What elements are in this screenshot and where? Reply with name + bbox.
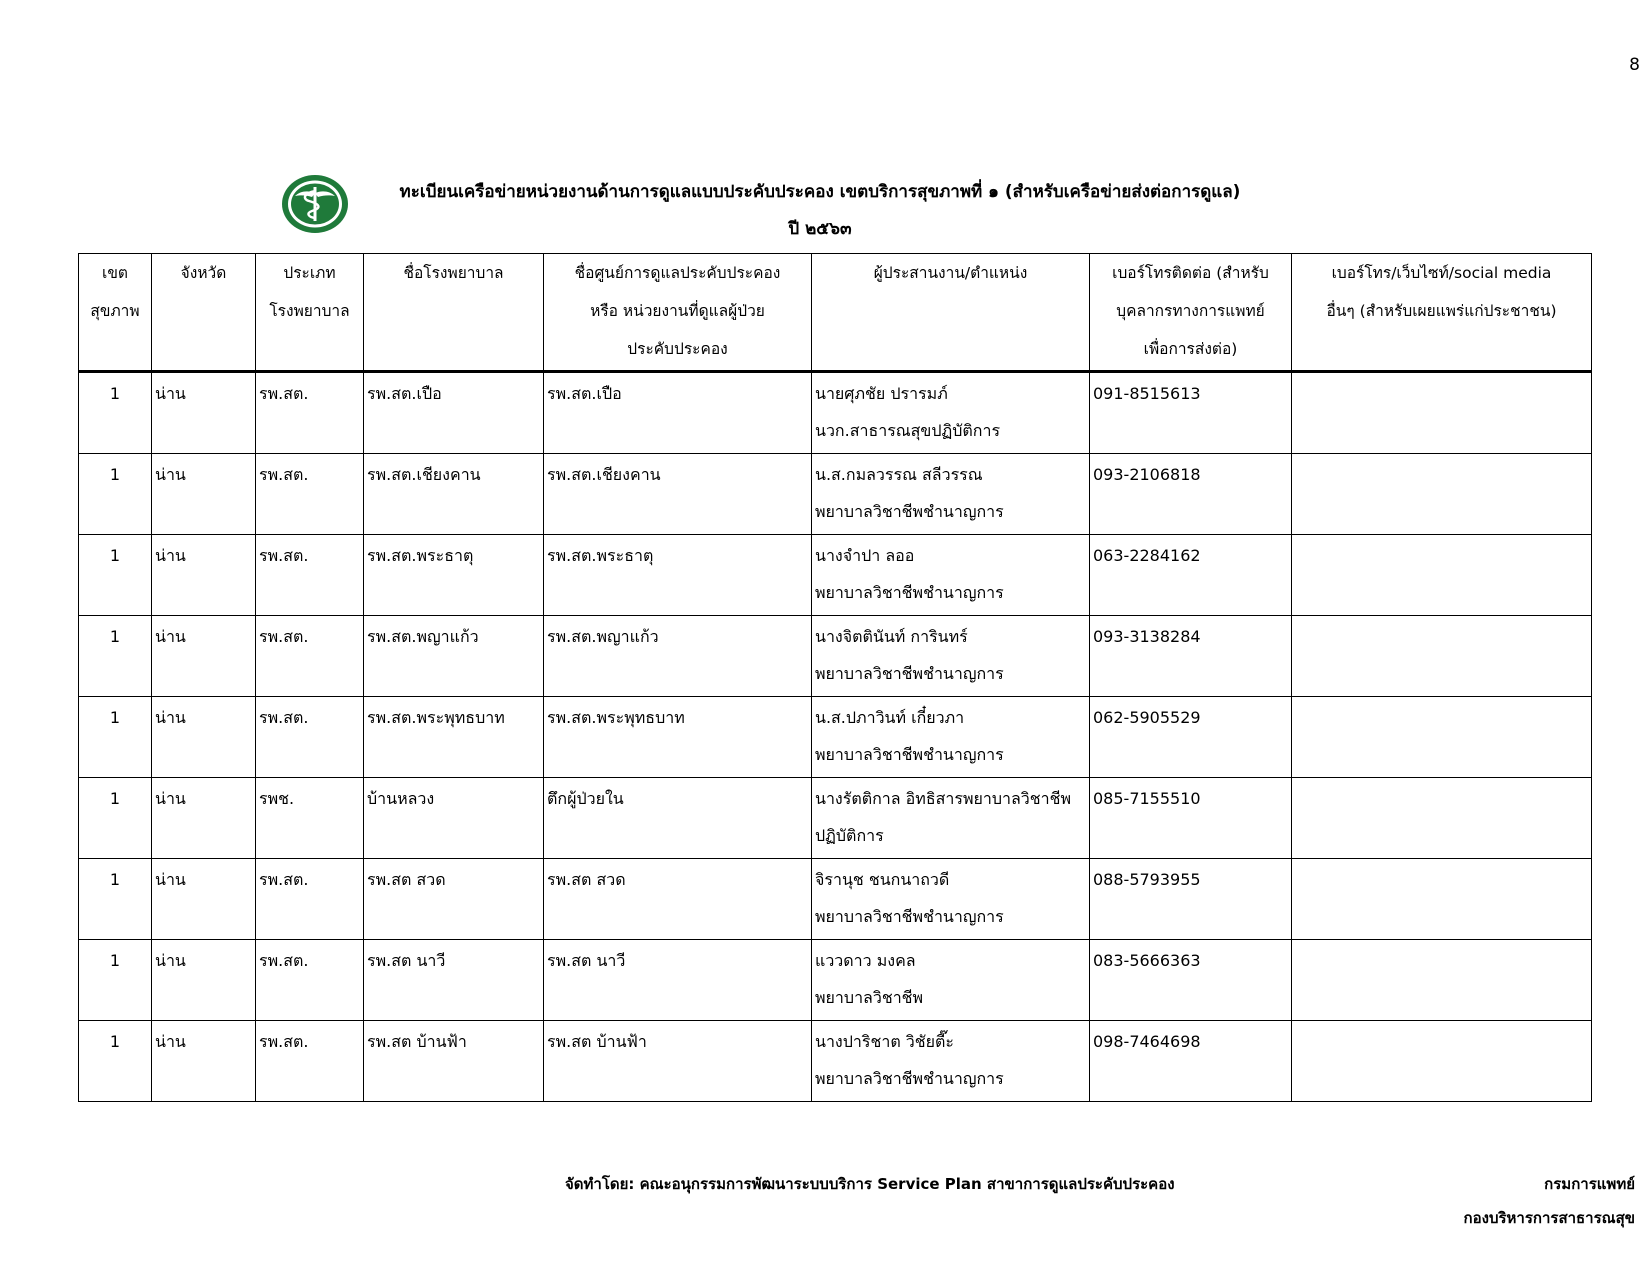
- cell-care-center: [544, 859, 812, 940]
- cell-coordinator-text: พยาบาลวิชาชีพชำนาญการ: [815, 664, 1004, 683]
- table-row: [79, 535, 1592, 616]
- cell-province-text: น่าน: [155, 951, 186, 970]
- column-header-line: บุคลากรทางการแพทย์: [1116, 302, 1265, 320]
- cell-coordinator: [812, 778, 1090, 859]
- cell-hospital-type-text: รพ.สต.: [259, 627, 309, 646]
- cell-coordinator: [812, 454, 1090, 535]
- column-header: [1292, 254, 1592, 372]
- cell-hospital-name-text: รพ.สต นาวี: [367, 951, 446, 970]
- cell-region: [79, 697, 152, 778]
- cell-coordinator: [812, 535, 1090, 616]
- cell-hospital-type-text: รพช.: [259, 789, 295, 808]
- cell-coordinator: [812, 940, 1090, 1021]
- cell-province: [152, 697, 256, 778]
- column-header-line: ประคับประคอง: [627, 340, 728, 358]
- cell-hospital-type-text: รพ.สต.: [259, 546, 309, 565]
- cell-coordinator-text: พยาบาลวิชาชีพชำนาญการ: [815, 907, 1004, 926]
- cell-region-text: 1: [109, 708, 121, 727]
- cell-coordinator-text: นางจิตตินันท์ การินทร์: [815, 627, 968, 646]
- cell-hospital-type: [256, 1021, 364, 1102]
- table-row: [79, 616, 1592, 697]
- cell-coordinator-text: ปฏิบัติการ: [815, 826, 884, 845]
- cell-hospital-name: [364, 616, 544, 697]
- table-row: [79, 778, 1592, 859]
- cell-province-text: น่าน: [155, 627, 186, 646]
- column-header-line: เบอร์โทรติดต่อ (สำหรับ: [1112, 264, 1269, 282]
- cell-coordinator-text: นวก.สาธารณสุขปฏิบัติการ: [815, 421, 1001, 440]
- cell-public-contact: [1292, 616, 1592, 697]
- table-row: [79, 859, 1592, 940]
- cell-phone-text: 093-3138284: [1093, 627, 1201, 646]
- cell-hospital-name: [364, 1021, 544, 1102]
- cell-coordinator: [812, 616, 1090, 697]
- cell-public-contact: [1292, 940, 1592, 1021]
- cell-public-contact: [1292, 1021, 1592, 1102]
- cell-hospital-name-text: รพ.สต สวด: [367, 870, 446, 889]
- column-header: [152, 254, 256, 372]
- cell-phone-text: 088-5793955: [1093, 870, 1201, 889]
- cell-care-center: [544, 778, 812, 859]
- page-number: 8: [1629, 55, 1640, 75]
- cell-hospital-type: [256, 859, 364, 940]
- cell-phone: [1090, 616, 1292, 697]
- cell-coordinator-text: พยาบาลวิชาชีพชำนาญการ: [815, 1069, 1004, 1088]
- cell-region: [79, 778, 152, 859]
- cell-phone: [1090, 372, 1292, 454]
- cell-coordinator-text: พยาบาลวิชาชีพ: [815, 988, 924, 1007]
- cell-coordinator-text: น.ส.กมลวรรณ สลีวรรณ: [815, 465, 983, 484]
- cell-hospital-type: [256, 535, 364, 616]
- cell-coordinator-text: พยาบาลวิชาชีพชำนาญการ: [815, 583, 1004, 602]
- table-row: [79, 454, 1592, 535]
- cell-hospital-name: [364, 940, 544, 1021]
- cell-hospital-name-text: รพ.สต บ้านฟ้า: [367, 1032, 467, 1051]
- cell-hospital-type-text: รพ.สต.: [259, 384, 309, 403]
- cell-hospital-type-text: รพ.สต.: [259, 870, 309, 889]
- cell-hospital-name-text: บ้านหลวง: [367, 789, 435, 808]
- cell-province: [152, 616, 256, 697]
- cell-hospital-name-text: รพ.สต.เชียงคาน: [367, 465, 481, 484]
- table-row: [79, 940, 1592, 1021]
- cell-province: [152, 454, 256, 535]
- table-row: [79, 372, 1592, 454]
- cell-coordinator-text: พยาบาลวิชาชีพชำนาญการ: [815, 745, 1004, 764]
- cell-hospital-name: [364, 535, 544, 616]
- column-header-line: ผู้ประสานงาน/ตำแหน่ง: [873, 264, 1028, 282]
- cell-coordinator-text: นางจำปา ลออ: [815, 546, 915, 565]
- cell-region-text: 1: [109, 627, 121, 646]
- cell-province: [152, 535, 256, 616]
- cell-hospital-type: [256, 940, 364, 1021]
- column-header-line: ชื่อศูนย์การดูแลประคับประคอง: [574, 264, 781, 282]
- cell-care-center: [544, 616, 812, 697]
- column-header-line: สุขภาพ: [90, 302, 140, 320]
- cell-hospital-type: [256, 616, 364, 697]
- cell-region: [79, 940, 152, 1021]
- cell-care-center-text: รพ.สต สวด: [547, 870, 626, 889]
- column-header-line: อื่นๆ (สำหรับเผยแพร่แก่ประชาชน): [1326, 302, 1557, 320]
- column-header: [544, 254, 812, 372]
- cell-coordinator-text: นางรัตติกาล อิทธิสารพยาบาลวิชาชีพ: [815, 789, 1072, 808]
- cell-hospital-name: [364, 454, 544, 535]
- cell-hospital-type-text: รพ.สต.: [259, 1032, 309, 1051]
- cell-province: [152, 1021, 256, 1102]
- cell-province-text: น่าน: [155, 384, 186, 403]
- table-body: [79, 372, 1592, 1102]
- cell-hospital-type-text: รพ.สต.: [259, 465, 309, 484]
- cell-public-contact: [1292, 372, 1592, 454]
- cell-care-center-text: รพ.สต.พระธาตุ: [547, 546, 654, 565]
- cell-care-center: [544, 372, 812, 454]
- cell-hospital-name: [364, 372, 544, 454]
- cell-region: [79, 616, 152, 697]
- cell-coordinator-text: นางปาริชาต วิชัยตี๊ะ: [815, 1032, 954, 1051]
- cell-region-text: 1: [109, 870, 121, 889]
- cell-coordinator: [812, 859, 1090, 940]
- cell-hospital-name: [364, 697, 544, 778]
- cell-hospital-name-text: รพ.สต.พระธาตุ: [367, 546, 474, 565]
- cell-care-center: [544, 454, 812, 535]
- footer-org-line1: กรมการแพทย์: [1544, 1175, 1635, 1193]
- cell-public-contact: [1292, 859, 1592, 940]
- cell-province: [152, 778, 256, 859]
- cell-care-center: [544, 1021, 812, 1102]
- column-header: [812, 254, 1090, 372]
- cell-phone-text: 083-5666363: [1093, 951, 1201, 970]
- cell-coordinator: [812, 372, 1090, 454]
- cell-hospital-type: [256, 778, 364, 859]
- cell-region-text: 1: [109, 951, 121, 970]
- document-title: ทะเบียนเครือข่ายหน่วยงานด้านการดูแลแบบประคับประคอง เขตบริการสุขภาพที่ ๑ (สำหรับเครือข่ายส่งต่อการดูแล): [399, 182, 1241, 202]
- cell-coordinator-text: พยาบาลวิชาชีพชำนาญการ: [815, 502, 1004, 521]
- cell-hospital-type: [256, 372, 364, 454]
- cell-hospital-name: [364, 859, 544, 940]
- cell-region-text: 1: [109, 789, 121, 808]
- cell-phone-text: 093-2106818: [1093, 465, 1201, 484]
- cell-phone: [1090, 940, 1292, 1021]
- cell-hospital-name-text: รพ.สต.เปือ: [367, 384, 442, 403]
- column-header-line: จังหวัด: [180, 264, 227, 282]
- cell-region: [79, 372, 152, 454]
- cell-province: [152, 859, 256, 940]
- cell-care-center-text: รพ.สต.พญาแก้ว: [547, 627, 659, 646]
- cell-care-center-text: รพ.สต.พระพุทธบาท: [547, 708, 685, 727]
- table-header-row: [79, 254, 1592, 372]
- cell-province-text: น่าน: [155, 465, 186, 484]
- footer-org-line2: กองบริหารการสาธารณสุข: [1463, 1209, 1635, 1227]
- cell-region-text: 1: [109, 384, 121, 403]
- cell-region: [79, 454, 152, 535]
- cell-care-center: [544, 697, 812, 778]
- cell-region-text: 1: [109, 1032, 121, 1051]
- cell-province-text: น่าน: [155, 870, 186, 889]
- cell-coordinator: [812, 1021, 1090, 1102]
- column-header-line: หรือ หน่วยงานที่ดูแลผู้ป่วย: [590, 302, 765, 320]
- cell-care-center-text: รพ.สต นาวี: [547, 951, 626, 970]
- cell-region-text: 1: [109, 465, 121, 484]
- cell-province: [152, 940, 256, 1021]
- cell-phone: [1090, 1021, 1292, 1102]
- cell-care-center-text: รพ.สต บ้านฟ้า: [547, 1032, 647, 1051]
- cell-hospital-type-text: รพ.สต.: [259, 951, 309, 970]
- cell-care-center-text: ตึกผู้ป่วยใน: [547, 789, 624, 808]
- cell-province-text: น่าน: [155, 1032, 186, 1051]
- table-row: [79, 697, 1592, 778]
- cell-public-contact: [1292, 697, 1592, 778]
- cell-region: [79, 1021, 152, 1102]
- column-header: [256, 254, 364, 372]
- column-header: [364, 254, 544, 372]
- cell-phone-text: 098-7464698: [1093, 1032, 1201, 1051]
- cell-hospital-type: [256, 454, 364, 535]
- cell-public-contact: [1292, 535, 1592, 616]
- cell-province: [152, 372, 256, 454]
- cell-phone: [1090, 778, 1292, 859]
- cell-province-text: น่าน: [155, 789, 186, 808]
- column-header: [79, 254, 152, 372]
- cell-coordinator: [812, 697, 1090, 778]
- cell-coordinator-text: น.ส.ปภาวินท์ เกี๋ยวภา: [815, 708, 965, 727]
- column-header-line: โรงพยาบาล: [269, 302, 350, 320]
- column-header-line: เบอร์โทร/เว็บไซท์/social media: [1331, 264, 1552, 282]
- table-row: [79, 1021, 1592, 1102]
- cell-hospital-name-text: รพ.สต.พญาแก้ว: [367, 627, 479, 646]
- cell-region: [79, 859, 152, 940]
- cell-public-contact: [1292, 454, 1592, 535]
- cell-hospital-name: [364, 778, 544, 859]
- cell-phone: [1090, 859, 1292, 940]
- cell-phone: [1090, 454, 1292, 535]
- network-registry-table: [78, 253, 1592, 1102]
- cell-public-contact: [1292, 778, 1592, 859]
- column-header: [1090, 254, 1292, 372]
- cell-phone: [1090, 697, 1292, 778]
- column-header-line: ชื่อโรงพยาบาล: [403, 264, 504, 282]
- cell-hospital-type-text: รพ.สต.: [259, 708, 309, 727]
- column-header-line: ประเภท: [283, 264, 336, 282]
- cell-province-text: น่าน: [155, 546, 186, 565]
- cell-phone: [1090, 535, 1292, 616]
- cell-coordinator-text: จิรานุช ชนกนาถวดี: [815, 870, 950, 889]
- cell-coordinator-text: นายศุภชัย ปรารมภ์: [815, 384, 948, 403]
- cell-hospital-type: [256, 697, 364, 778]
- cell-phone-text: 062-5905529: [1093, 708, 1201, 727]
- cell-region: [79, 535, 152, 616]
- cell-hospital-name-text: รพ.สต.พระพุทธบาท: [367, 708, 505, 727]
- cell-region-text: 1: [109, 546, 121, 565]
- column-header-line: เขต: [102, 264, 128, 282]
- cell-care-center: [544, 940, 812, 1021]
- column-header-line: เพื่อการส่งต่อ): [1143, 340, 1238, 358]
- cell-care-center: [544, 535, 812, 616]
- cell-phone-text: 091-8515613: [1093, 384, 1201, 403]
- cell-coordinator-text: แววดาว มงคล: [815, 951, 916, 970]
- cell-care-center-text: รพ.สต.เปือ: [547, 384, 622, 403]
- cell-province-text: น่าน: [155, 708, 186, 727]
- footer-prepared-by: จัดทำโดย: คณะอนุกรรมการพัฒนาระบบบริการ Service Plan สาขาการดูแลประคับประคอง: [565, 1175, 1175, 1193]
- document-subtitle: ปี ๒๕๖๓: [788, 219, 852, 239]
- cell-phone-text: 085-7155510: [1093, 789, 1201, 808]
- cell-care-center-text: รพ.สต.เชียงคาน: [547, 465, 661, 484]
- cell-phone-text: 063-2284162: [1093, 546, 1201, 565]
